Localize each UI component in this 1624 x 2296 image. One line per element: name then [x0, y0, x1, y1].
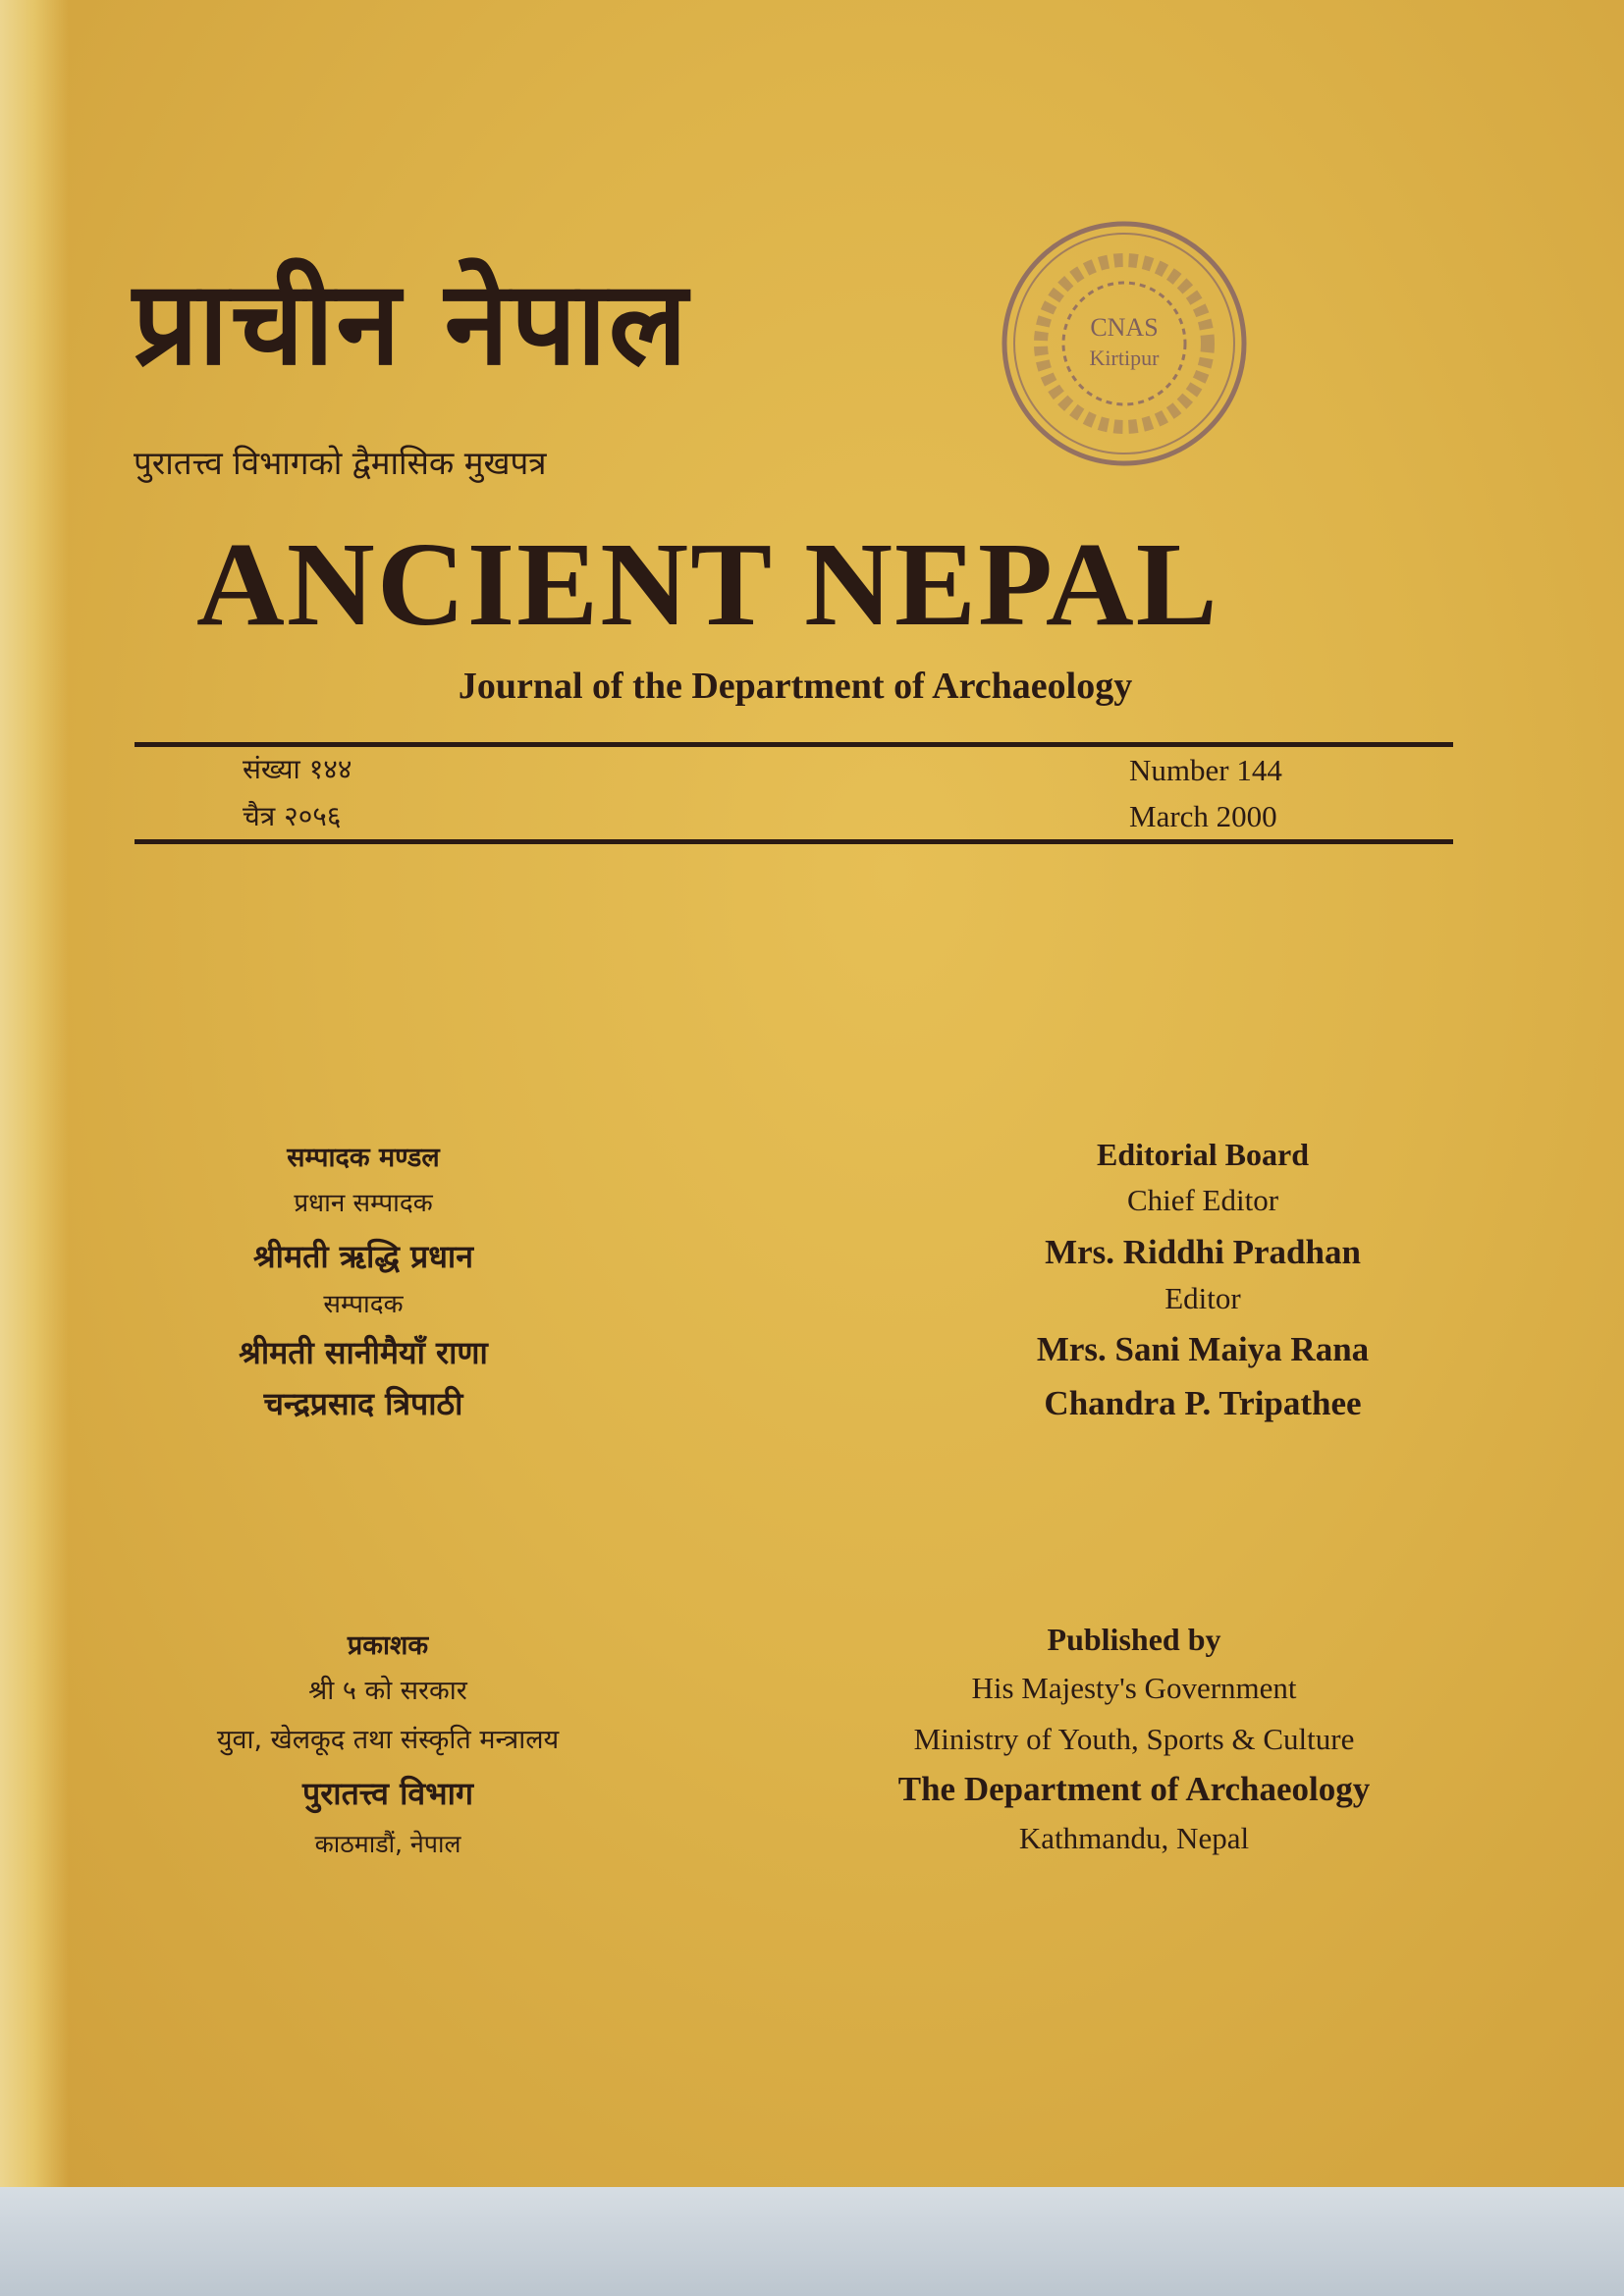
- chief-editor-label-english: Chief Editor: [1126, 1183, 1279, 1217]
- publisher-heading-english: Published by: [1047, 1622, 1221, 1657]
- masthead-subtitle-nepali: पुरातत्त्व विभागको द्वैमासिक मुखपत्र: [134, 444, 547, 482]
- masthead-title-nepali: प्राचीन नेपाल: [133, 254, 689, 391]
- issue-number-english: Number 144: [1129, 753, 1282, 787]
- publisher-line3-english: The Department of Archaeology: [897, 1770, 1371, 1808]
- issue-date-nepali: चैत्र २०५६: [243, 800, 342, 832]
- publisher-line4-nepali: काठमाडौं, नेपाल: [314, 1830, 461, 1858]
- publisher-line1-english: His Majesty's Government: [971, 1671, 1297, 1705]
- editor-label-english: Editor: [1164, 1281, 1241, 1315]
- editor1-name-english: Mrs. Sani Maiya Rana: [1036, 1330, 1370, 1368]
- chief-editor-label-nepali: प्रधान सम्पादक: [294, 1189, 433, 1218]
- chief-editor-name-english: Mrs. Riddhi Pradhan: [1045, 1233, 1361, 1271]
- issue-date-english: March 2000: [1129, 799, 1277, 833]
- masthead-title-english: ANCIENT NEPAL: [196, 518, 1219, 651]
- scanner-background: [0, 2187, 1624, 2296]
- editorial-heading-english: Editorial Board: [1096, 1137, 1309, 1172]
- stamp-seal-icon: [997, 216, 1252, 471]
- publisher-line2-nepali: युवा, खेलकूद तथा संस्कृति मन्त्रालय: [216, 1725, 560, 1755]
- chief-editor-name-nepali: श्रीमती ऋद्धि प्रधान: [253, 1238, 473, 1275]
- editor2-name-nepali: चन्द्रप्रसाद त्रिपाठी: [263, 1385, 463, 1422]
- issue-rule-top: [135, 742, 1453, 747]
- stamp-text-line2: Kirtipur: [1089, 346, 1160, 370]
- editorial-heading-nepali: सम्पादक मण्डल: [287, 1143, 440, 1173]
- editor2-name-english: Chandra P. Tripathee: [1044, 1384, 1362, 1422]
- publisher-line1-nepali: श्री ५ को सरकार: [308, 1676, 467, 1706]
- journal-subtitle: Journal of the Department of Archaeology: [458, 666, 1133, 707]
- issue-rule-bottom: [135, 839, 1453, 844]
- stamp-text-line1: CNAS: [1090, 313, 1159, 342]
- publisher-line2-english: Ministry of Youth, Sports & Culture: [913, 1722, 1355, 1756]
- publisher-heading-nepali: प्रकाशक: [347, 1630, 429, 1661]
- publisher-line4-english: Kathmandu, Nepal: [1018, 1821, 1250, 1855]
- publisher-line3-nepali: पुरातत्त्व विभाग: [302, 1775, 473, 1812]
- cover-spine-edge: [0, 0, 69, 2187]
- editor1-name-nepali: श्रीमती सानीमैयाँ राणा: [239, 1334, 488, 1371]
- library-stamp: [997, 216, 1252, 471]
- editor-label-nepali: सम्पादक: [323, 1290, 404, 1319]
- issue-number-nepali: संख्या १४४: [243, 753, 352, 785]
